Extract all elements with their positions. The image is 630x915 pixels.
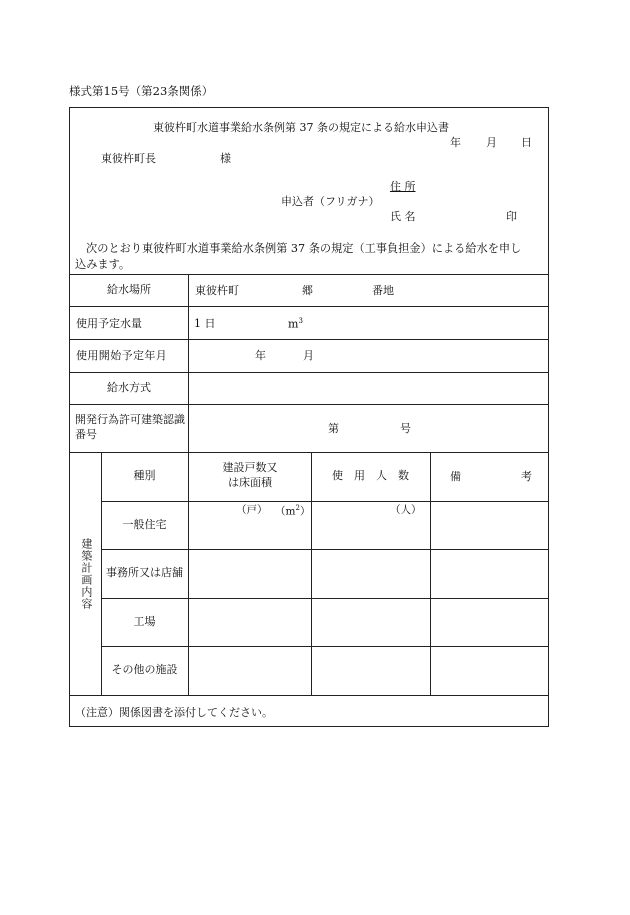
row-divider [70,306,548,307]
form-number: 様式第15号（第23条関係） [69,84,214,98]
volume-prefix: 1 日 [194,317,216,330]
applicant-label: 申込者（フリガナ） [281,195,380,208]
row-divider [70,339,548,340]
col-users-header: 使 用 人 数 [332,468,409,482]
location-go: 郷 [302,284,313,297]
location-town: 東彼杵町 [195,284,239,297]
date-day: 日 [521,136,532,149]
form-title: 東彼杵町水道事業給水条例第 37 条の規定による給水申込書 [153,121,449,134]
start-label: 使用開始予定年月 [76,349,168,362]
start-month: 月 [303,349,314,362]
permit-label: 開発行為許可建築認識番号 [75,413,185,441]
date-year: 年 [450,136,461,149]
location-banchi: 番地 [372,284,394,297]
building-section-label: 建築計画内容 [79,537,93,610]
column-divider [430,452,431,695]
statement-line-2: 込みます。 [75,258,131,271]
type-office-shop: 事務所又は店舗 [106,566,183,580]
row-divider [70,695,548,696]
date-month: 月 [486,136,497,149]
address-label: 住 所 [390,180,416,193]
unit-area: $(m^2)$ [275,504,311,518]
type-factory: 工場 [133,614,156,628]
statement-line-1: 次のとおり東彼杵町水道事業給水条例第 37 条の規定（工事負担金）による給水を申し [86,242,522,255]
application-form [69,107,549,727]
volume-label: 使用予定水量 [76,317,142,330]
column-divider [188,274,189,452]
type-other: その他の施設 [111,663,178,677]
col-remarks-header-b: 考 [521,470,532,483]
note: （注意）関係図書を添付してください。 [75,706,273,719]
addressee: 東彼杵町長 [101,152,156,165]
name-label: 氏 名 [390,210,416,223]
col-remarks-header-a: 備 [450,470,461,483]
volume-unit: $m^3$ [288,317,303,331]
addressee-suffix: 様 [220,152,231,165]
col-units-header: 建設戸数又は床面積 [222,461,278,489]
permit-dai: 第 [328,422,339,435]
col-type-header: 種別 [133,468,156,482]
start-year: 年 [255,349,266,362]
permit-go: 号 [400,422,411,435]
location-label: 給水場所 [107,282,151,296]
column-divider [188,452,189,695]
seal-mark: 印 [506,210,517,223]
unit-people: （人） [390,504,422,516]
unit-households: （戸） [236,504,268,516]
method-label: 給水方式 [107,380,151,394]
type-residential: 一般住宅 [122,517,167,531]
